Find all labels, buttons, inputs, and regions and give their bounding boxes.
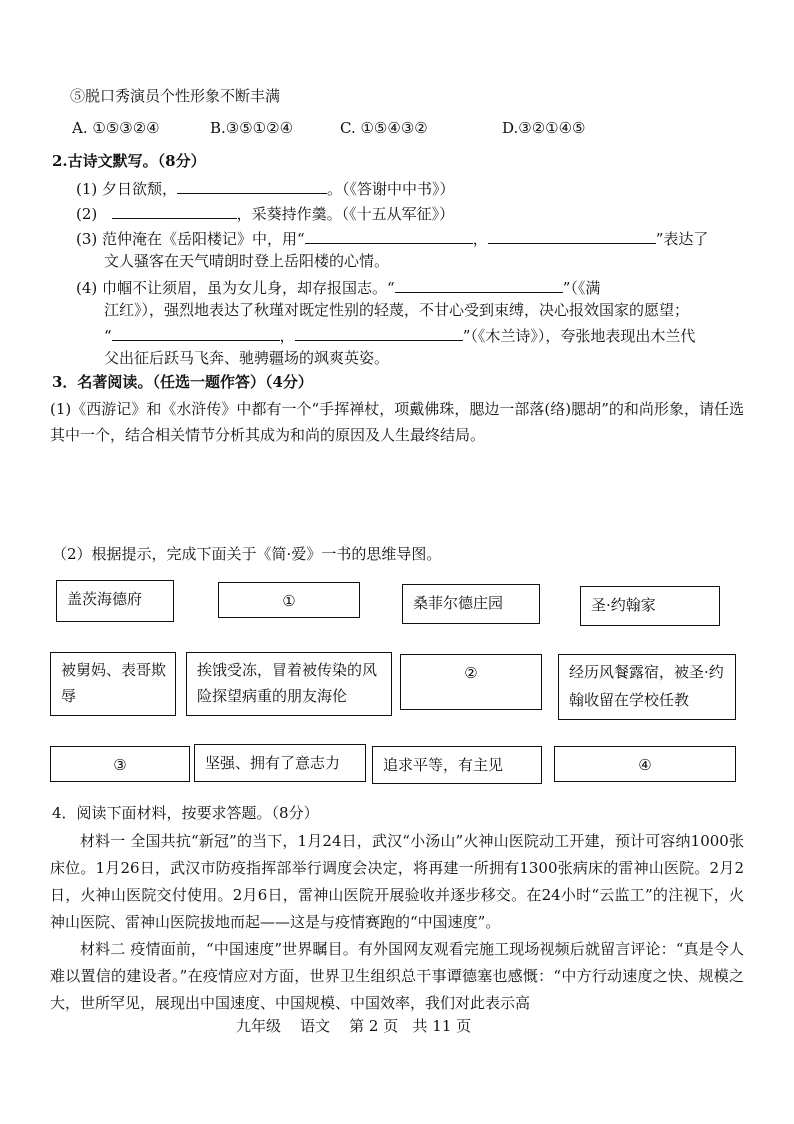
mindmap-box-blank-2[interactable]: ②	[400, 654, 542, 710]
mindmap-box-st-john-house: 圣·约翰家	[580, 586, 720, 626]
q1-choice-d: D.③②①④⑤	[502, 119, 586, 137]
q2-line-3: (3) 范仲淹在《岳阳楼记》中，用“ ， ”表达了	[76, 227, 708, 249]
mindmap-box-taught-school: 经历风餐露宿，被圣·约翰收留在学校任教	[558, 654, 736, 720]
answer-blank[interactable]	[305, 227, 473, 244]
q2-line-1: (1) 夕日欲颓， 。（《答谢中中书》）	[76, 177, 455, 199]
mindmap-box-equality: 追求平等，有主见	[372, 746, 542, 784]
q3-subquestion-2: （2）根据提示，完成下面关于《简·爱》一书的思维导图。	[52, 545, 442, 563]
page-footer: 九年级 语文 第 2 页 共 11 页	[236, 1017, 472, 1035]
mindmap-box-blank-3[interactable]: ③	[50, 746, 190, 782]
q2-line-4-end: 父出征后跃马飞奔、驰骋疆场的飒爽英姿。	[104, 349, 390, 367]
answer-blank[interactable]	[177, 177, 327, 194]
q2-line-4-mulan: “ ， ”（《木兰诗》），夸张地表现出木兰代	[104, 324, 695, 346]
q4-title: 4．阅读下面材料，按要求答题。（8分）	[52, 804, 319, 822]
q2-line-4-cont: 江红》），强烈地表达了秋瑾对既定性别的轻蔑，不甘心受到束缚，决心报效国家的愿望；	[104, 301, 690, 319]
mindmap-box-blank-1[interactable]: ①	[218, 582, 360, 618]
mindmap-box-thornfield: 桑菲尔德庄园	[402, 584, 540, 624]
q1-choice-a: A. ①⑤③②④	[72, 119, 160, 137]
answer-blank[interactable]	[112, 324, 280, 341]
q3-title: 3．名著阅读。（任选一题作答）（4分）	[52, 373, 313, 391]
q4-material-1: 材料一 全国共抗“新冠”的当下，1月24日，武汉“小汤山”火神山医院动工开建，预计可容纳1000张床位。1月26日，武汉市防疫指挥部举行调度会决定，将再建一所拥有1300张病床的雷神山医院。2月2日，火神山医院交付使用。2月6日，雷神山医院开展验收并逐步移交。在24小时“云监工”的注视下，火神山医院、雷神山医院拔地而起——这是与疫情赛跑的“中国速度”。	[50, 832, 744, 931]
answer-blank[interactable]	[112, 202, 237, 219]
q1-option-item-5: ⑤脱口秀演员个性形象不断丰满	[70, 87, 281, 105]
q2-line-4: (4) 巾帼不让须眉，虽为女儿身，却存报国志。“ ”（《满	[76, 276, 600, 298]
q2-line-3-cont: 文人骚客在天气晴朗时登上岳阳楼的心情。	[104, 252, 390, 270]
q3-subquestion-1: (1)《西游记》和《水浒传》中都有一个“手挥禅杖，项戴佛珠，腮边一部落(络)腮胡”的和尚形象，请任选其中一个，结合相关情节分析其成为和尚的原因及人生最终结局。	[50, 400, 744, 444]
mindmap-box-bullied: 被舅妈、表哥欺辱	[50, 652, 176, 716]
q1-choice-b: B.③⑤①②④	[210, 119, 294, 137]
mindmap-box-gateshead: 盖茨海德府	[56, 580, 174, 622]
answer-blank[interactable]	[395, 276, 563, 293]
q1-choice-c: C. ①⑤④③②	[340, 119, 428, 137]
answer-blank[interactable]	[295, 324, 463, 341]
mindmap-box-helen: 挨饿受冻，冒着被传染的风险探望病重的朋友海伦	[186, 652, 392, 716]
q4-material-2: 材料二 疫情面前，“中国速度”世界瞩目。有外国网友观看完施工现场视频后就留言评论：“真是令人难以置信的建设者。”在疫情应对方面，世界卫生组织总干事谭德塞也感慨：“中方行动速度之快、规模之大，世所罕见，展现出中国速度、中国规模、中国效率，我们对此表示高	[50, 940, 744, 1012]
mindmap-box-blank-4[interactable]: ④	[554, 746, 736, 782]
q2-title: 2.古诗文默写。（8分）	[52, 152, 206, 170]
q2-line-2: (2) ，采葵持作羹。（《十五从军征》）	[76, 202, 454, 224]
answer-blank[interactable]	[488, 227, 656, 244]
mindmap-box-strong-will: 坚强、拥有了意志力	[194, 744, 366, 782]
